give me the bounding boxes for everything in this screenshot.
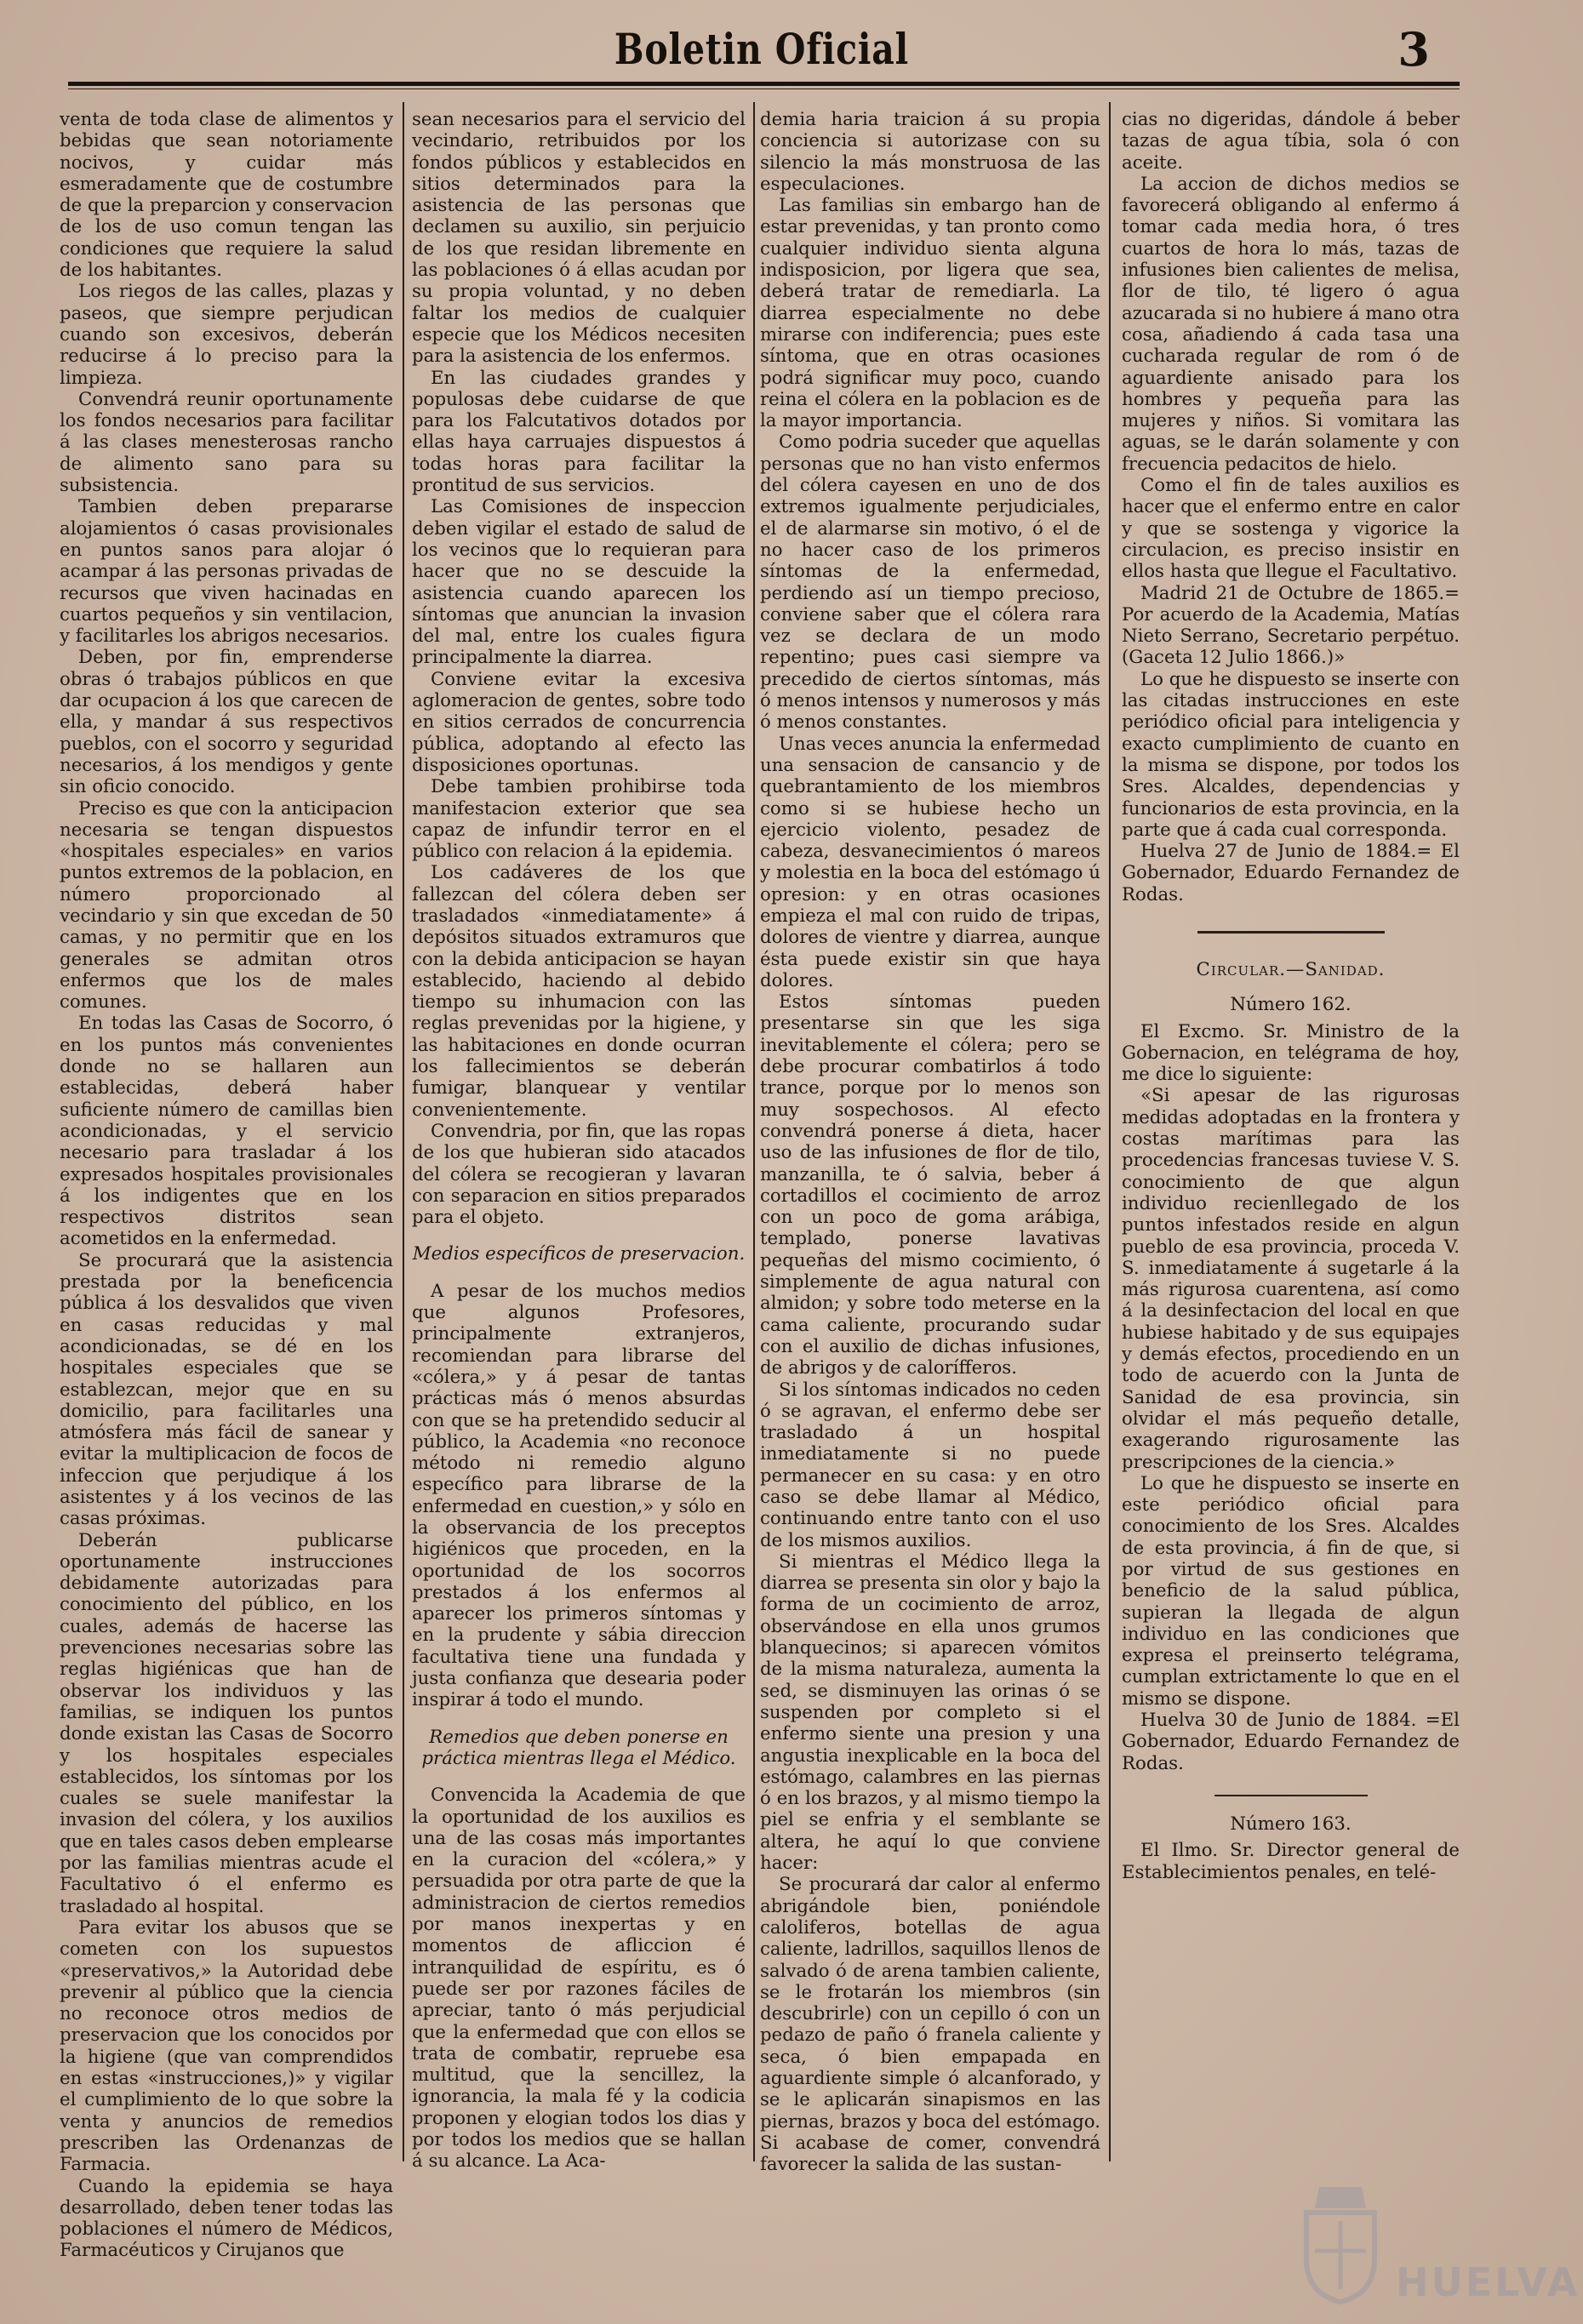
paragraph: Preciso es que con la anticipacion necesaria se tengan dispuestos «hospitales especiales» en varios puntos extremos de la poblacion, en número proporcionado al vecindario y sin que excedan de 50 camas, y no permitir que en los generales se admitan otros enfermos que los de males comunes. [60, 797, 393, 1014]
paragraph: cias no digeridas, dándole á beber tazas de agua tíbia, sola ó con aceite. [1122, 109, 1460, 174]
column-4 [1122, 109, 1460, 1883]
section-title-circular: Circular.—Sanidad. [1196, 958, 1386, 980]
signature-paragraph: Huelva 27 de Junio de 1884.= El Gobernador, Eduardo Fernandez de Rodas. [1122, 841, 1460, 905]
column-divider-1 [403, 102, 404, 2161]
paragraph: Si los síntomas indicados no ceden ó se agravan, el enfermo debe ser trasladado á un hospital inmediatamente si no puede permanecer en su casa: y en otro caso se debe llamar al Médico, continuando entre tanto con el uso de los mismos auxilios. [760, 1379, 1100, 1551]
paragraph: La accion de dichos medios se favorecerá obligando al enfermo á tomar cada media hora, ó tres cuartos de hora lo más, tazas de infusiones bien calientes de melisa, flor de tilo, té ligero ó agua azucarada si no hubiere á mano otra cosa, añadiendo á cada tasa una cucharada regular de rom ó de aguardiente anisado para los hombres y pequeña para las mujeres y niños. Si vomitara las aguas, se le darán solamente y con frecuencia pedacitos de hielo. [1122, 173, 1460, 475]
paragraph: Lo que he dispuesto se inserte en este periódico oficial para conocimiento de los Sres. Alcaldes de esta provincia, á fin de que, si por virtud de sus gestiones en beneficio de la salud pública, supieran la llegada de algun individuo en las condiciones que expresa el preinserto telégrama, cumplan extrictamente lo que en el mismo se dispone. [1122, 1472, 1460, 1710]
paragraph: En las ciudades grandes y populosas debe cuidarse de que para los Falcutativos dotados por ellas haya carruajes dispuestos á todas horas para facilitar la prontitud de sus servicios. [412, 367, 746, 497]
paragraph: Se procurará que la asistencia prestada por la beneficencia pública á los desvalidos que viven en casas reducidas y mal acondicionadas, se dé en los hospitales especiales que se establezcan, mejor que en su domicilio, para facilitarles una atmósfera más fácil de sanear y evitar la multiplicacion de focos de infeccion que perjudique á los asistentes y á los vecinos de las casas próximas. [60, 1249, 393, 1530]
section-separator [1197, 931, 1385, 934]
paragraph: Convendrá reunir oportunamente los fondos necesarios para facilitar á las clases menesterosas rancho de alimento sano para su subsistencia. [60, 388, 393, 497]
signature-paragraph: Huelva 30 de Junio de 1884. =El Gobernador, Eduardo Fernandez de Rodas. [1122, 1710, 1460, 1774]
paragraph: Lo que he dispuesto se inserte con las citadas instrucciones en este periódico oficial para inteligencia y exacto cumplimiento de cuanto en la misma se dispone, por todos los Sres. Alcaldes, dependencias y funcionarios de esta provincia, en la parte que á cada cual corresponda. [1122, 668, 1460, 841]
notice-number-162: Número 162. [1230, 994, 1352, 1016]
paragraph: Tambien deben prepararse alojamientos ó casas provisionales en puntos sanos para alojar ó acampar á las personas privadas de recursos que viven hacinadas en cuartos pequeños y sin ventilacion, y facilitarles los abrigos necesarios. [60, 496, 393, 648]
archive-watermark [1294, 2178, 1580, 2306]
section-heading-preservation: Medios específicos de preservacion. [412, 1243, 746, 1265]
paragraph: demia haria traicion á su propia conciencia si autorizase con su silencio la más monstruosa de las especulaciones. [760, 109, 1100, 195]
watermark-text: HUELVA [1396, 2259, 1580, 2305]
notice-number-163: Número 163. [1230, 1813, 1352, 1835]
paragraph: Cuando la epidemia se haya desarrollado, deben tener todas las poblaciones el número de Médicos, Farmacéuticos y Cirujanos que [60, 2175, 393, 2262]
paragraph: Deberán publicarse oportunamente instrucciones debidamente autorizadas para conocimiento del público, en los cuales, además de hacerse las prevenciones necesarias sobre las reglas higiénicas que han de observar los individuos y las familias, se indiquen los puntos donde existan las Casas de Socorro y los hospitales especiales establecidos, los síntomas por los cuales se suele manifestar la invasion del cólera, y los auxilios que en tales casos deben emplearse por las familias mientras acude el Facultativo ó el enfermo es trasladado al hospital. [60, 1529, 393, 1917]
paragraph: Las familias sin embargo han de estar prevenidas, y tan pronto como cualquier individuo sienta alguna indisposicion, por ligera que sea, deberá tratar de remediarla. La diarrea especialmente no debe mirarse con indiferencia; pues este síntoma, que en otras ocasiones podrá significar muy poco, cuando reina el cólera en la poblacion es de la mayor importancia. [760, 195, 1100, 432]
paragraph: sean necesarios para el servicio del vecindario, retribuidos por los fondos públicos y establecidos en sitios determinados para la asistencia de las personas que declamen su auxilio, sin perjuicio de los que residan libremente en las poblaciones ó á ellas acudan por su propia voluntad, y no deben faltar los medios de cualquier especie que los Médicos necesiten para la asistencia de los enfermos. [412, 109, 746, 368]
paragraph: Convencida la Academia de que la oportunidad de los auxilios es una de las cosas más importantes en la curacion del «cólera,» y persuadida por otra parte de que la administracion de ciertos remedios por manos inexpertas y en momentos de afliccion é intranquilidad de espíritu, es ó puede ser por razones fáciles de apreciar, tanto ó más perjudicial que la enfermedad que con ellos se trata de combatir, repruebe esa multitud, que la sencillez, la ignorancia, la mala fé y la codicia proponen y elogian todos los dias y por todos los medios que se hallan á su alcance. La Aca- [412, 1784, 746, 2173]
paragraph: Deben, por fin, emprenderse obras ó trabajos públicos en que dar ocupacion á los que carecen de ella, y mandar á sus respectivos pueblos, con el socorro y seguridad necesarios, á los mendigos y gente sin oficio conocido. [60, 647, 393, 798]
paragraph: Los riegos de las calles, plazas y paseos, que siempre perjudican cuando son excesivos, deberán reducirse á lo preciso para la limpieza. [60, 281, 393, 389]
page-number: 3 [1397, 22, 1430, 77]
coat-of-arms-icon [1294, 2178, 1387, 2306]
paragraph: venta de toda clase de alimentos y bebidas que sean notoriamente nocivos, y cuidar más esmeradamente que de costumbre de que la preparcion y conservacion de los de uso comun tengan las condiciones que requiere la salud de los habitantes. [60, 109, 393, 282]
paragraph: Unas veces anuncia la enfermedad una sensacion de cansancio y de quebrantamiento de los miembros como si se hubiese hecho un ejercicio violento, pesadez de cabeza, desvanecimientos ó mareos y molestia en la boca del estómago ú opresion: y en otras ocasiones empieza el mal con ruido de tripas, dolores de vientre y diarrea, aunque ésta puede existir sin que haya dolores. [760, 733, 1100, 991]
paragraph: Estos síntomas pueden presentarse sin que les siga inevitablemente el cólera; pero se debe procurar combatirlos á todo trance, porque por lo menos son muy sospechosos. Al efecto convendrá ponerse á dieta, hacer uso de las infusiones de flor de tilo, manzanilla, te ó salvia, beber á cortadillos el cocimiento de arroz con un poco de goma arábiga, templado, ponerse lavativas pequeñas del mismo cocimiento, ó simplemente de agua natural con almidon; y sobre todo meterse en la cama caliente, procurando sudar con el auxilio de dichas infusiones, de abrigos y de calorífferos. [760, 991, 1100, 1379]
paragraph: El Excmo. Sr. Ministro de la Gobernacion, en telégrama de hoy, me dice lo siguiente: [1122, 1020, 1460, 1086]
paragraph: Los cadáveres de los que fallezcan del cólera deben ser trasladados «inmediatamente» á depósitos situados extramuros que con la debida anticipacion se hayan establecido, haciendo al debido tiempo su inhumacion con las reglas prevenidas por la higiene, y las habitaciones en donde ocurran los fallecimientos se deberán fumigar, blanquear y ventilar convenientemente. [412, 862, 746, 1121]
paragraph: Para evitar los abusos que se cometen con los supuestos «preservativos,» la Autoridad debe prevenir al público que la ciencia no reconoce otros medios de preservacion que los conocidos por la higiene (que van comprendidos en estas «instrucciones,)» y vigilar el cumplimiento de lo que sobre la venta y anuncios de remedios prescriben las Ordenanzas de Farmacia. [60, 1916, 393, 2176]
paragraph: Convendria, por fin, que las ropas de los que hubieran sido atacados del cólera se recogieran y lavaran con separacion en sitios preparados para el objeto. [412, 1120, 746, 1229]
paragraph: A pesar de los muchos medios que algunos Profesores, principalmente extranjeros, recomiendan para librarse del «cólera,» y á pesar de tantas prácticas más ó menos absurdas con que se ha pretendido seducir al público, la Academia «no reconoce método ni remedio alguno específico para librarse de la enfermedad en cuestion,» y sólo en la observancia de los preceptos higiénicos que proceden, en la oportunidad de los socorros prestados á los enfermos al aparecer los primeros síntomas y en la prudente y sábia direccion facultativa tiene una fundada y justa confianza que desearia poder inspirar á todo el mundo. [412, 1280, 746, 1711]
paragraph: Las Comisiones de inspeccion deben vigilar el estado de salud de los vecinos que lo requieran para hacer que no se descuide la asistencia cuando aparecen los síntomas que anuncian la invasion del mal, entre los cuales figura principalmente la diarrea. [412, 496, 746, 669]
paragraph: Se procurará dar calor al enfermo abrigándole bien, poniéndole caloliferos, botellas de agua caliente, ladrillos, saquillos llenos de salvado ó de arena tambien caliente, se le frotarán los miembros (sin descubrirle) con un cepillo ó con un pedazo de paño ó franela caliente y seca, ó bien empapada en aguardiente simple ó alcanforado, y se le aplicarán sinapismos en las piernas, brazos y boca del estómago. Si acabase de comer, convendrá favorecer la salida de las sustan- [760, 1874, 1100, 2176]
section-separator [1214, 1795, 1368, 1796]
paragraph: Madrid 21 de Octubre de 1865.= Por acuerdo de la Academia, Matías Nieto Serrano, Secretario perpétuo. (Gaceta 12 Julio 1866.)» [1122, 582, 1460, 669]
paragraph: Conviene evitar la excesiva aglomeracion de gentes, sobre todo en sitios cerrados de concurrencia pública, adoptando al efecto las disposiciones oportunas. [412, 668, 746, 776]
column-2 [412, 109, 746, 2173]
paragraph: El Ilmo. Sr. Director general de Establecimientos penales, en telé- [1122, 1840, 1460, 1883]
paragraph: Debe tambien prohibirse toda manifestacion exterior que sea capaz de infundir terror en el público con relacion á la epidemia. [412, 776, 746, 863]
paragraph: En todas las Casas de Socorro, ó en los puntos más convenientes donde no se hallaren aun establecidas, deberá haber suficiente número de camillas bien acondicionadas, y el servicio necesario para trasladar á los expresados hospitales provisionales á los indigentes que en los respectivos distritos sean acometidos en la enfermedad. [60, 1013, 393, 1250]
column-3 [760, 109, 1100, 2176]
publication-title: Boletin Oficial [614, 24, 910, 74]
paragraph: Como podria suceder que aquellas personas que no han visto enfermos del cólera cayesen en uno de dos extremos igualmente perjudiciales, el de alarmarse sin motivo, ó el de no hacer caso de los primeros síntomas de la enfermedad, perdiendo así un tiempo precioso, conviene saber que el cólera rara vez se declara de un modo repentino; pues casi siempre va precedido de ciertos síntomas, más ó menos intensos y numerosos y más ó menos constantes. [760, 431, 1100, 734]
column-divider-2 [753, 102, 755, 2161]
page-header [60, 19, 1464, 87]
column-1 [60, 109, 393, 2262]
paragraph: Como el fin de tales auxilios es hacer que el enfermo entre en calor y que se sostenga y vigorice la circulacion, es preciso insistir en ellos hasta que llegue el Facultativo. [1122, 475, 1460, 583]
section-heading-remedies: Remedios que deben ponerse en práctica mientras llega el Médico. [421, 1726, 736, 1769]
paragraph: Si mientras el Médico llega la diarrea se presenta sin olor y bajo la forma de un cocimiento de arroz, observándose en ella unos grumos blanquecinos; si aparecen vómitos de la misma naturaleza, aumenta la sed, se disminuyen las orinas ó se suspenden por completo si el enfermo siente una presion y una angustia inexplicable en la boca del estómago, calambres en las piernas ó en los brazos, y al mismo tiempo la piel se enfria y el semblante se altera, he aquí lo que conviene hacer: [760, 1550, 1100, 1875]
column-divider-3 [1109, 102, 1111, 2161]
header-rule [68, 82, 1460, 86]
paragraph: «Si apesar de las rigurosas medidas adoptadas en la frontera y costas marítimas para las procedencias francesas tuviese V. S. conocimiento de que algun individuo recienllegado de los puntos infestados reside en algun pueblo de esa provincia, proceda V. S. inmediatamente á sugetarle á la más rigurosa cuarentena, así como á la desinfectacion del local en que hubiese habitado y de sus equipajes y demás efectos, procediendo en un todo de acuerdo con la Junta de Sanidad de esa provincia, sin olvidar el más pequeño detalle, exagerando rigurosamente las prescripciones de la ciencia.» [1122, 1085, 1460, 1473]
